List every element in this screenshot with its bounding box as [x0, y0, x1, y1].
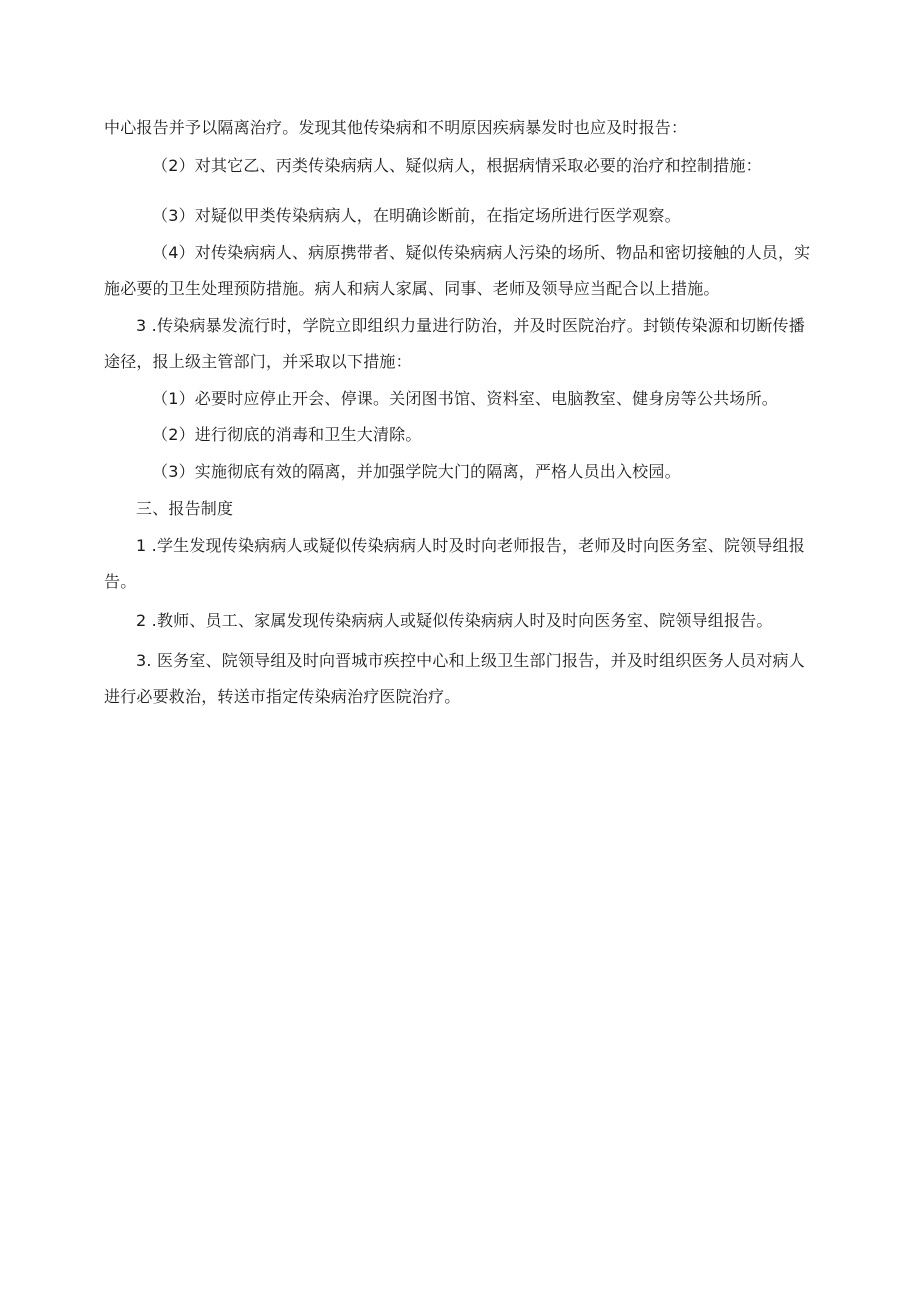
section-heading-report-system: 三、报告制度	[136, 499, 234, 518]
paragraph-report-3: 3. 医务室、院领导组及时向晋城市疾控中心和上级卫生部门报告，并及时组织医务人员对病人进行必要救治，转送市指定传染病治疗医院治疗。	[104, 651, 805, 706]
paragraph-item-3: （3）对疑似甲类传染病病人，在明确诊断前，在指定场所进行医学观察。	[152, 206, 681, 225]
paragraph-section-3: 3 .传染病暴发流行时，学院立即组织力量进行防治，并及时医院治疗。封锁传染源和切断传播途径，报上级主管部门，并采取以下措施：	[104, 316, 805, 371]
paragraph-item-4: （4）对传染病病人、病原携带者、疑似传染病病人污染的场所、物品和密切接触的人员，实施必要的卫生处理预防措施。病人和病人家属、同事、老师及领导应当配合以上措施。	[104, 243, 811, 298]
paragraph-measure-1: （1）必要时应停止开会、停课。关闭图书馆、资料室、电脑教室、健身房等公共场所。	[152, 389, 778, 408]
paragraph-report-2: 2 .教师、员工、家属发现传染病病人或疑似传染病病人时及时向医务室、院领导组报告。	[136, 611, 773, 630]
paragraph-item-2: （2）对其它乙、丙类传染病病人、疑似病人，根据病情采取必要的治疗和控制措施：	[152, 156, 762, 175]
paragraph-continuation: 中心报告并予以隔离治疗。发现其他传染病和不明原因疾病暴发时也应及时报告：	[104, 118, 688, 137]
paragraph-measure-2: （2）进行彻底的消毒和卫生大清除。	[152, 425, 422, 444]
paragraph-measure-3: （3）实施彻底有效的隔离，并加强学院大门的隔离，严格人员出入校园。	[152, 462, 681, 481]
paragraph-report-1: 1 .学生发现传染病病人或疑似传染病病人时及时向老师报告，老师及时向医务室、院领导组报告。	[104, 536, 805, 591]
